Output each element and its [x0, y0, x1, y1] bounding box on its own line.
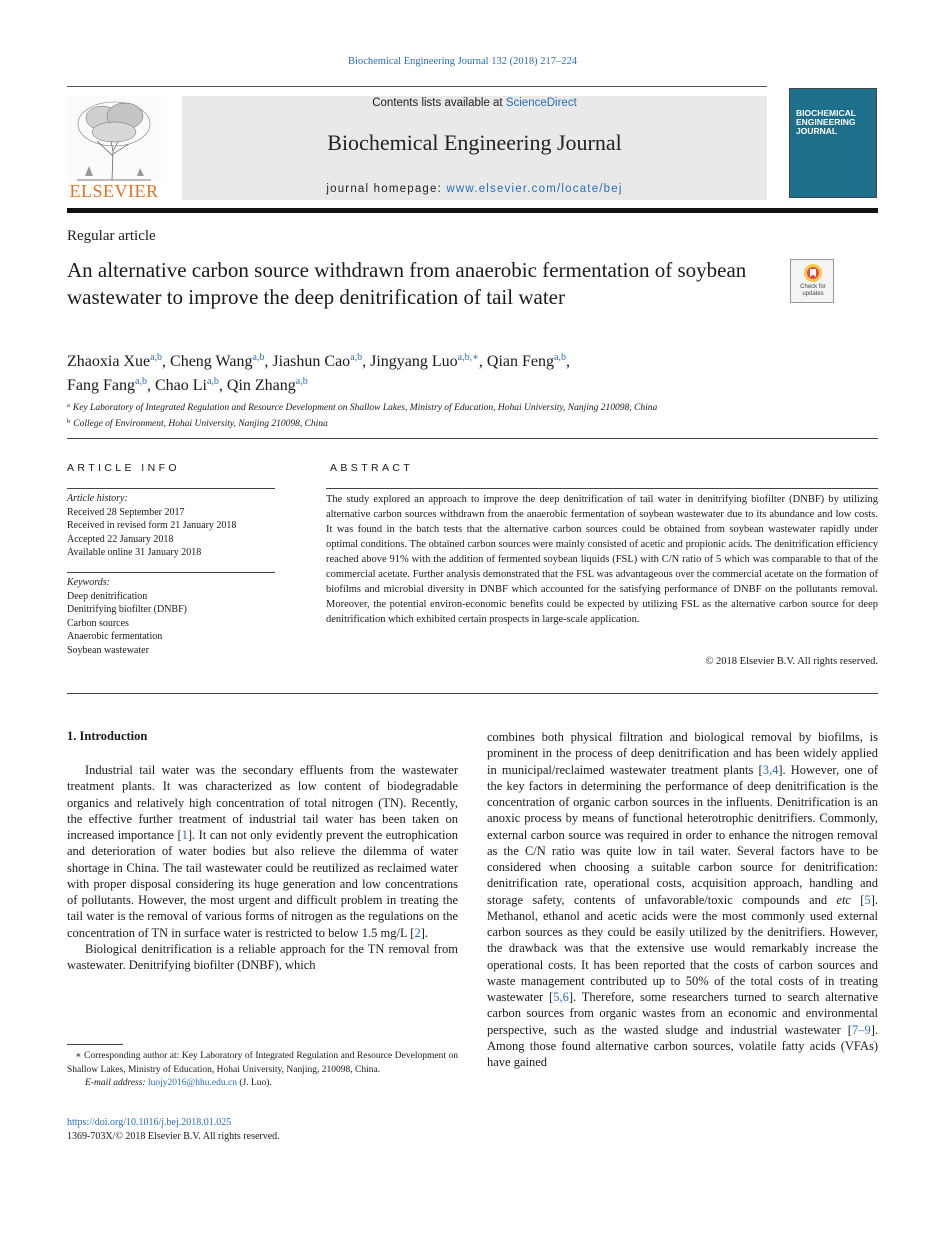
keywords-label: Keywords: — [67, 577, 110, 588]
author-name[interactable]: Zhaoxia Xue — [67, 353, 151, 370]
text-run: combines both physical filtration and biological removal by biofilms, is prominent in the process of deep denitrification and has been widely applied in municipal/reclaimed wastewater treatment plants [ — [487, 730, 878, 777]
ref-link[interactable]: 3,4 — [762, 762, 779, 777]
author-list — [67, 348, 787, 396]
author-name[interactable]: Jingyang Luo — [370, 353, 458, 370]
author-name[interactable]: Cheng Wang — [170, 353, 253, 370]
email-line — [67, 1077, 458, 1091]
history-list — [67, 506, 275, 560]
homepage-prefix: journal homepage: — [326, 183, 447, 195]
keyword-item: Deep denitrification — [67, 590, 148, 602]
introduction-heading: 1. Introduction — [67, 729, 148, 743]
history-item: Received 28 September 2017 — [67, 506, 185, 518]
affiliation-key: a — [67, 402, 70, 409]
keyword-item: Soybean wastewater — [67, 644, 149, 656]
footnote-rule — [67, 1044, 123, 1045]
check-updates-label: Check for updates — [800, 284, 826, 297]
author-separator: , — [478, 353, 487, 370]
abstract-end-rule — [67, 693, 878, 694]
corresponding-author-note: ∗ Corresponding author at: Key Laboratory of Integrated Regulation and Resource Development on Shallow Lakes, Ministry of Education, Hohai University, Nanjing, 210098, China. — [67, 1051, 458, 1075]
journal-citation[interactable]: Biochemical Engineering Journal 132 (2018) 217–224 — [348, 56, 577, 67]
article-info-heading: ARTICLE INFO — [67, 462, 180, 474]
keyword-item: Carbon sources — [67, 617, 129, 629]
article-history — [67, 492, 275, 560]
history-item: Available online 31 January 2018 — [67, 547, 202, 558]
ref-link[interactable]: 5,6 — [553, 990, 569, 1004]
author-affiliation-marker[interactable]: a,b — [295, 376, 308, 387]
history-item: Accepted 22 January 2018 — [67, 533, 174, 545]
history-item: Received in revised form 21 January 2018 — [67, 520, 237, 531]
text-run: ]. It can not only evidently prevent the eutrophication and deterioration of water bodies but also relieve the dilemma of water shortage in China. The tail wastewater could be reutilized as reclaimed water with proper disposal considering its huge generation and low concentrations of pollutants. However, the most urgent and difficult problem in treating the tail water is the removal of various forms of nitrogen as the regulations on the concentration of TN in surface water is restricted to below 1.5 mg/L [ — [67, 828, 458, 940]
keyword-item: Denitrifying biofilter (DNBF) — [67, 604, 187, 615]
author-affiliation-marker[interactable]: a,b — [350, 352, 363, 363]
author-separator: , — [146, 377, 155, 394]
email-label: E-mail address: — [85, 1078, 148, 1088]
article-info-rule — [67, 488, 275, 489]
article-title: An alternative carbon source withdrawn from anaerobic fermentation of soybean wastewater to improve the deep denitrification of tail water — [67, 258, 747, 309]
journal-homepage-line — [182, 183, 767, 195]
author-name[interactable]: Qin Zhang — [226, 377, 296, 394]
abstract-rule — [326, 488, 878, 489]
affiliation-line — [67, 415, 867, 431]
check-for-updates-badge[interactable] — [790, 259, 834, 303]
author-separator: , — [362, 353, 371, 370]
author-separator: , — [218, 377, 227, 394]
ref-link[interactable]: 2 — [414, 925, 421, 940]
affiliation-rule — [67, 438, 878, 439]
doi-text[interactable]: https://doi.org/10.1016/j.bej.2018.01.025 — [67, 1117, 232, 1128]
author-affiliation-marker[interactable]: a,b — [150, 352, 163, 363]
journal-title: Biochemical Engineering Journal — [327, 130, 622, 155]
text-run: ]. Among those found alternative carbon sources, volatile fatty acids (VFAs) have gained — [487, 1022, 878, 1069]
history-label: Article history: — [67, 493, 128, 504]
author-name[interactable]: Jiashun Cao — [272, 353, 351, 370]
journal-cover-thumbnail[interactable] — [789, 88, 877, 198]
affiliation-key: b — [67, 418, 71, 425]
contents-prefix: Contents lists available at — [372, 97, 506, 109]
author-separator: , — [565, 353, 570, 370]
bookmark-icon — [791, 260, 835, 284]
ref-link[interactable]: 1 — [181, 828, 188, 842]
elsevier-tree-icon — [67, 96, 161, 182]
text-run: Industrial tail water was the secondary effluents from the wastewater treatment plants. It was characterized as low content of biodegradable organics and relatively high concentration of total nitrogen (TN). Recently, the effective further treatment of industrial tail water has been taken on increased importance [ — [67, 763, 458, 842]
text-run: ]. Methanol, ethanol and acetic acids were the most commonly used external carbon sources as they could be easily utilized by the denitrifiers. However, the drawback was that the extensive use would remarkably increase the operational costs. It has been reported that the costs of carbon sources and waste management contributed up to 50% of the total costs of in treating wastewater [ — [487, 892, 878, 1004]
text-run: ]. Therefore, some researchers turned to search alternative carbon sources from organic wastes from an economic and environmental perspective, such as the wasted sludge and industrial wastewater [ — [487, 990, 878, 1037]
affiliation-text: College of Environment, Hohai University, Nanjing 210098, China — [73, 419, 328, 429]
affiliation-line — [67, 399, 867, 415]
keywords-block — [67, 576, 275, 657]
affiliation-text: Key Laboratory of Integrated Regulation and Resource Development on Shallow Lakes, Ministry of Education, Hohai University, Nanjing 210098, China — [72, 403, 658, 413]
author-affiliation-marker[interactable]: a,b — [554, 352, 566, 363]
header-rule — [67, 86, 767, 87]
journal-homepage-link[interactable]: www.elsevier.com/locate/bej — [446, 183, 623, 195]
author-separator: , — [264, 353, 273, 370]
etc-italic: etc — [836, 892, 851, 907]
ref-link[interactable]: 7–9 — [851, 1022, 871, 1037]
keywords-rule — [67, 572, 275, 573]
elsevier-wordmark: ELSEVIER — [69, 181, 159, 201]
intro-paragraph-1 — [67, 762, 458, 941]
email-link[interactable]: luojy2016@hhu.edu.cn — [147, 1078, 237, 1088]
author-name[interactable]: Qian Feng — [486, 353, 555, 370]
author-affiliation-marker[interactable]: a,b — [206, 376, 219, 387]
intro-paragraph-2-cont — [487, 729, 878, 1070]
header-thick-rule — [67, 208, 878, 213]
keyword-list — [67, 590, 275, 658]
text-run: ]. — [420, 925, 429, 940]
author-name[interactable]: Chao Li — [154, 377, 207, 394]
text-run: ]. However, one of the key factors in determining the performance of deep denitrification is the concentration of organic carbon sources in the influents. Denitrification is an anoxic process by means of functional heterotrophic denitrifiers. Commonly, external carbon source was required in order to enhance the nitrogen removal as the C/N ratio was quite low in tail water. Several factors have to be considered when choosing a suitable carbon source for denitrification: denitrification rate, operational costs, acquisition approach, handling and storage safety, contents of unfavorable/toxic compounds and — [487, 762, 878, 907]
author-affiliation-marker[interactable]: a,b — [252, 352, 265, 363]
abstract-copyright: © 2018 Elsevier B.V. All rights reserved. — [705, 656, 878, 667]
abstract-heading: ABSTRACT — [330, 462, 414, 474]
abstract-text: The study explored an approach to improve the deep denitrification of tail water in denitrifying biofilter (DNBF) by utilizing alternative carbon sources withdrawn from the anaerobic fermentation of soybean wastewater due to its abundance and low costs. It was found in the batch tests that the alternative carbon sources could be obtained from soybean wastewater rapidly under optimal conditions. The obtained carbon sources were mainly consisted of acetic and propionic acids. The denitrification efficiency reached above 91% with the addition of fermented soybean liquids (FSL) with C/N ratio of 5 which was comparable to that of the commercial acetate. Further analysis demonstrated that the FSL was advantageous over the commercial acetate on the formation of biofilms and microbial diversity in DNBF which accounted for the satisfying performance of DNBF on the pollutants removal. Moreover, the potential environ-economic benefits could be expected by utilizing FSL as the alternative carbon source for deep denitrification which exhibited certain prospects in large-scale application. — [326, 494, 878, 625]
email-suffix: (J. Luo). — [236, 1078, 272, 1088]
contents-available-line — [182, 97, 767, 109]
author-separator: , — [162, 353, 171, 370]
left-column — [67, 762, 458, 973]
right-column — [487, 729, 878, 1070]
issn-line: 1369-703X/© 2018 Elsevier B.V. All rights reserved. — [67, 1131, 280, 1142]
cover-title: BIOCHEMICAL ENGINEERING JOURNAL — [796, 108, 856, 136]
keyword-item: Anaerobic fermentation — [67, 631, 163, 642]
author-name[interactable]: Fang Fang — [67, 377, 135, 394]
text-run: [ — [850, 892, 865, 907]
sciencedirect-link[interactable]: ScienceDirect — [505, 97, 577, 109]
author-affiliation-marker[interactable]: a,b — [135, 376, 147, 387]
ref-link[interactable]: 5 — [864, 892, 871, 907]
doi-link[interactable] — [67, 1117, 231, 1128]
affiliations — [67, 399, 867, 431]
author-affiliation-marker[interactable]: a,b,∗ — [457, 352, 479, 363]
corresponding-author-footnote — [67, 1050, 458, 1091]
intro-paragraph-2: Biological denitrification is a reliable approach for the TN removal from wastewater. Denitrifying biofilter (DNBF), which — [67, 941, 458, 972]
article-type: Regular article — [67, 228, 156, 244]
